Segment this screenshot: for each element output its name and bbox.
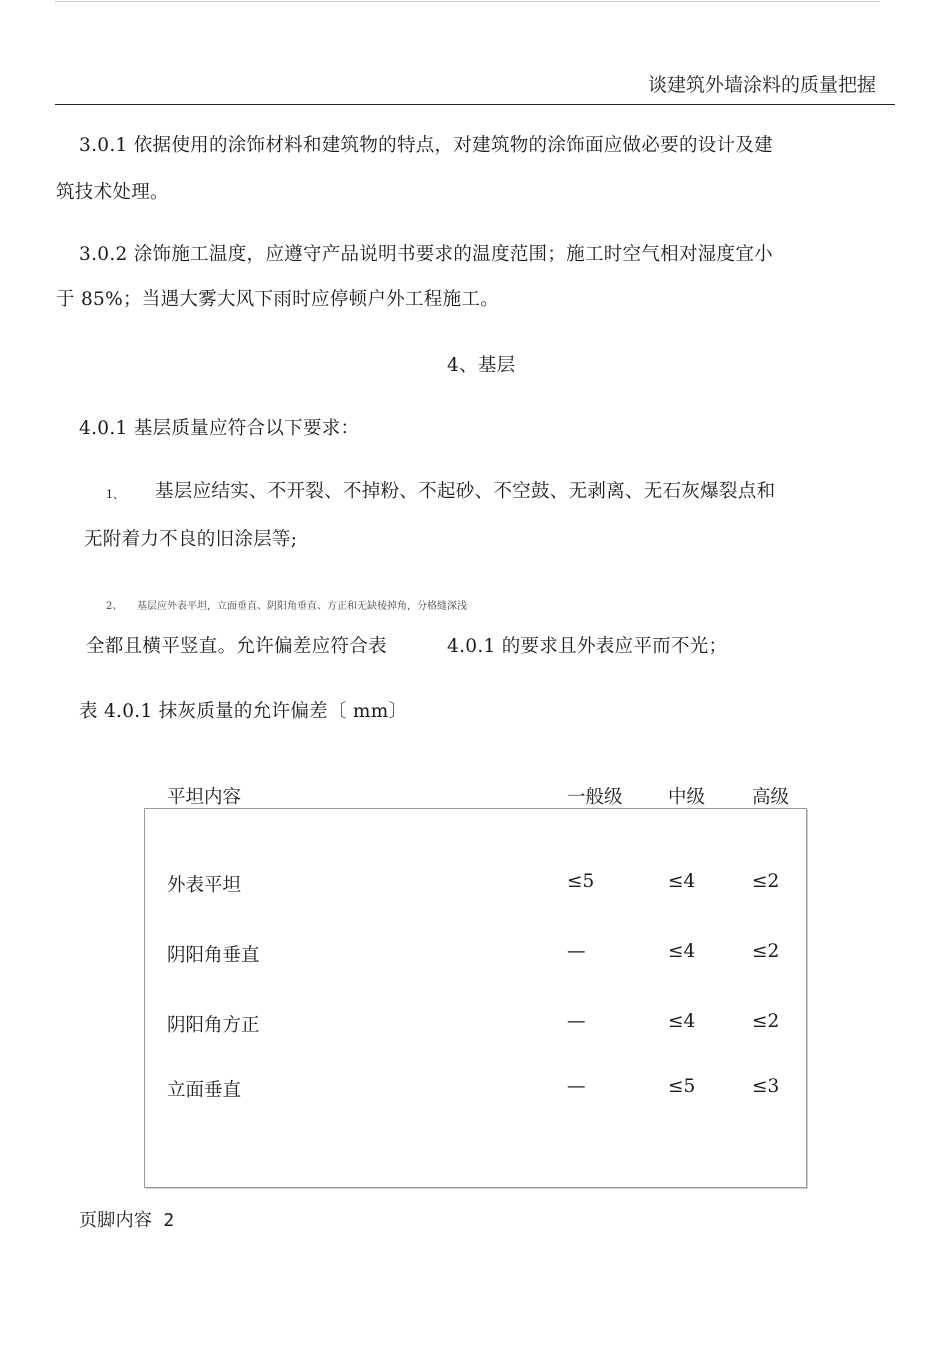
table-cell-r3-c3: ≤4 <box>668 1011 696 1032</box>
paragraph-301-line2: 筑技术处理。 <box>56 182 169 203</box>
table-caption: 表 4.0.1 抹灰质量的允许偏差〔 mm〕 <box>79 701 408 722</box>
list-item-2-line2-part-b: 4.0.1 的要求且外表应平而不光； <box>447 636 728 657</box>
paragraph-401: 4.0.1 基层质量应符合以下要求： <box>79 418 360 439</box>
page-footer: 页脚内容 2 <box>79 1210 175 1231</box>
top-border-line <box>55 1 880 2</box>
paragraph-302-line2: 于 85%；当遇大雾大风下雨时应停顿户外工程施工。 <box>56 289 500 310</box>
table-cell-r1-c4: ≤2 <box>752 871 780 892</box>
table-cell-r1-c1: 外表平坦 <box>167 875 242 896</box>
table-cell-r4-c2: — <box>567 1076 586 1097</box>
table-cell-r2-c4: ≤2 <box>752 941 780 962</box>
paragraph-301-line1: 3.0.1 依据使用的涂饰材料和建筑物的特点，对建筑物的涂饰面应做必要的设计及建 <box>79 135 773 156</box>
table-cell-r4-c3: ≤5 <box>668 1076 696 1097</box>
table-cell-r2-c3: ≤4 <box>668 941 696 962</box>
tolerance-table <box>144 808 807 1188</box>
table-cell-r1-c3: ≤4 <box>668 871 696 892</box>
table-cell-r4-c4: ≤3 <box>752 1076 780 1097</box>
section-heading: 4、基层 <box>447 355 516 376</box>
list-item-2-line2-part-a: 全都且横平竖直。允许偏差应符合表 <box>86 636 387 657</box>
running-header-title: 谈建筑外墙涂料的质量把握 <box>647 74 876 96</box>
table-header-high: 高级 <box>752 787 790 808</box>
table-header-medium: 中级 <box>668 787 706 808</box>
paragraph-302-line1: 3.0.2 涂饰施工温度，应遵守产品说明书要求的温度范围；施工时空气相对湿度宜小 <box>79 244 773 265</box>
table-cell-r3-c1: 阴阳角方正 <box>167 1015 260 1036</box>
list-item-1-line1: 基层应结实、不开裂、不掉粉、不起砂、不空鼓、无剥离、无石灰爆裂点和 <box>155 481 776 502</box>
list-item-1-line2: 无附着力不良的旧涂层等; <box>84 529 298 550</box>
table-header-content: 平坦内容 <box>167 787 242 808</box>
table-cell-r3-c4: ≤2 <box>752 1011 780 1032</box>
list-item-1-number: 1、 <box>106 488 124 501</box>
header-divider <box>55 104 895 105</box>
table-cell-r1-c2: ≤5 <box>567 871 595 892</box>
table-cell-r2-c1: 阴阳角垂直 <box>167 945 260 966</box>
table-cell-r3-c2: — <box>567 1011 586 1032</box>
table-header-general: 一般级 <box>567 787 623 808</box>
table-cell-r4-c1: 立面垂直 <box>167 1080 242 1101</box>
list-item-2-line1: 基层应外表平坦，立面垂直、阴阳角垂直、方正和无缺棱掉角，分格缝深浅 <box>137 601 467 612</box>
table-cell-r2-c2: — <box>567 941 586 962</box>
list-item-2-number: 2、 <box>106 601 123 612</box>
